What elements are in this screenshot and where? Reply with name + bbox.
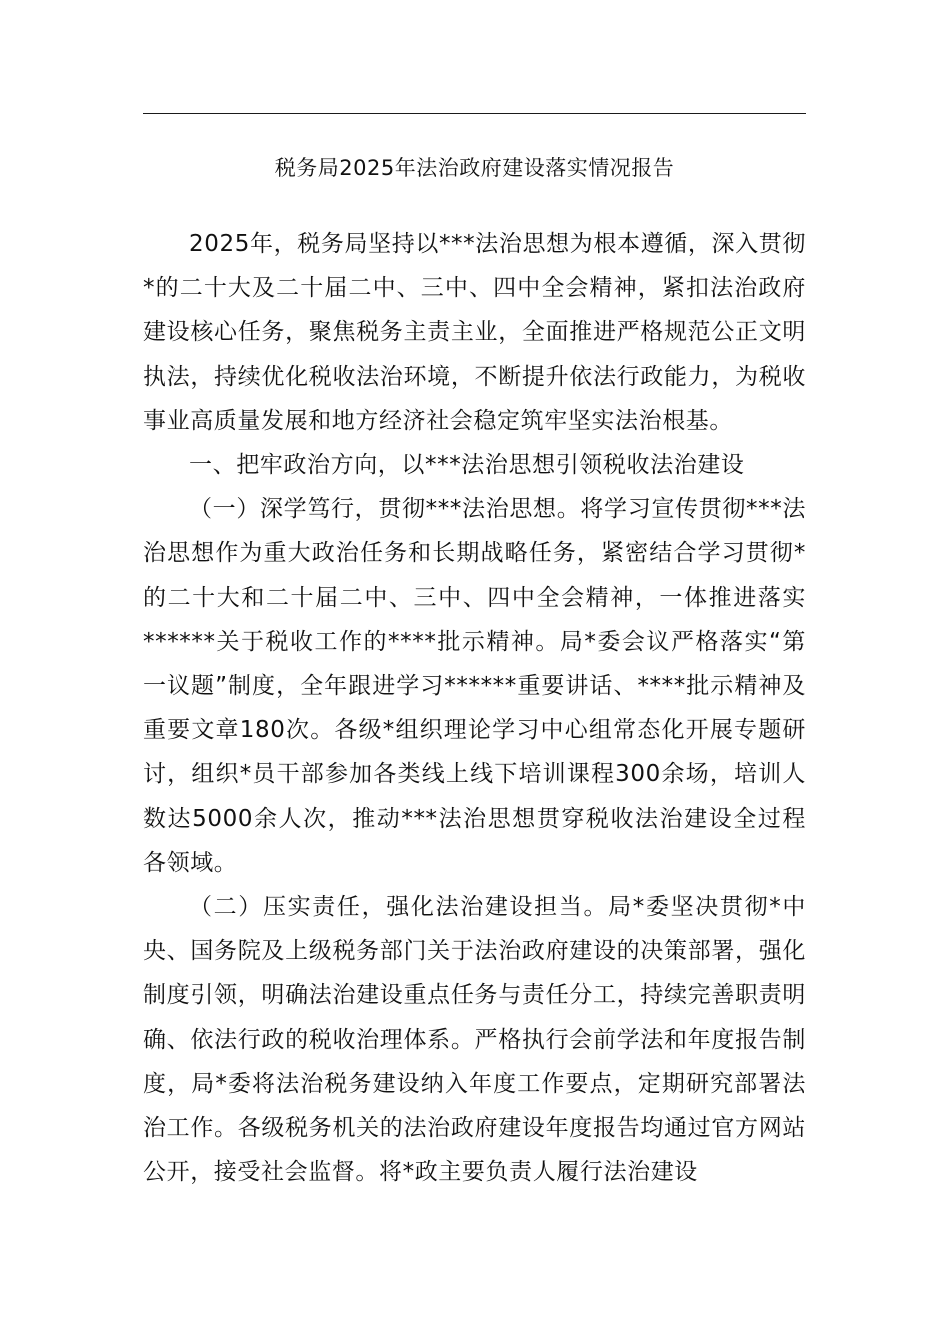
document-body [143,222,806,1194]
paragraph-subsection-2: （二）压实责任，强化法治建设担当。局*委坚决贯彻*中央、国务院及上级税务部门关于法治政府建设的决策部署，强化制度引领，明确法治建设重点任务与责任分工，持续完善职责明确、依法行政的税收治理体系。严格执行会前学法和年度报告制度，局*委将法治税务建设纳入年度工作要点，定期研究部署法治工作。各级税务机关的法治政府建设年度报告均通过官方网站公开，接受社会监督。将*政主要负责人履行法治建设 [143,894,806,1186]
section-heading-1: 一、把牢政治方向，以***法治思想引领税收法治建设 [189,452,745,479]
document-title: 税务局2025年法治政府建设落实情况报告 [274,156,675,180]
paragraph-intro: 2025年，税务局坚持以***法治思想为根本遵循，深入贯彻*的二十大及二十届二中、三中、四中全会精神，紧扣法治政府建设核心任务，聚焦税务主责主业，全面推进严格规范公正文明执法，持续优化税收法治环境，不断提升依法行政能力，为税收事业高质量发展和地方经济社会稳定筑牢坚实法治根基。 [143,231,806,434]
header-rule [143,113,806,114]
paragraph-subsection-1: （一）深学笃行，贯彻***法治思想。将学习宣传贯彻***法治思想作为重大政治任务和长期战略任务，紧密结合学习贯彻*的二十大和二十届二中、三中、四中全会精神，一体推进落实******关于税收工作的****批示精神。局*委会议严格落实“第一议题”制度，全年跟进学习******重要讲话、****批示精神及重要文章180次。各级*组织理论学习中心组常态化开展专题研讨，组织*员干部参加各类线上线下培训课程300余场，培训人数达5000余人次，推动***法治思想贯穿税收法治建设全过程各领域。 [143,496,806,876]
